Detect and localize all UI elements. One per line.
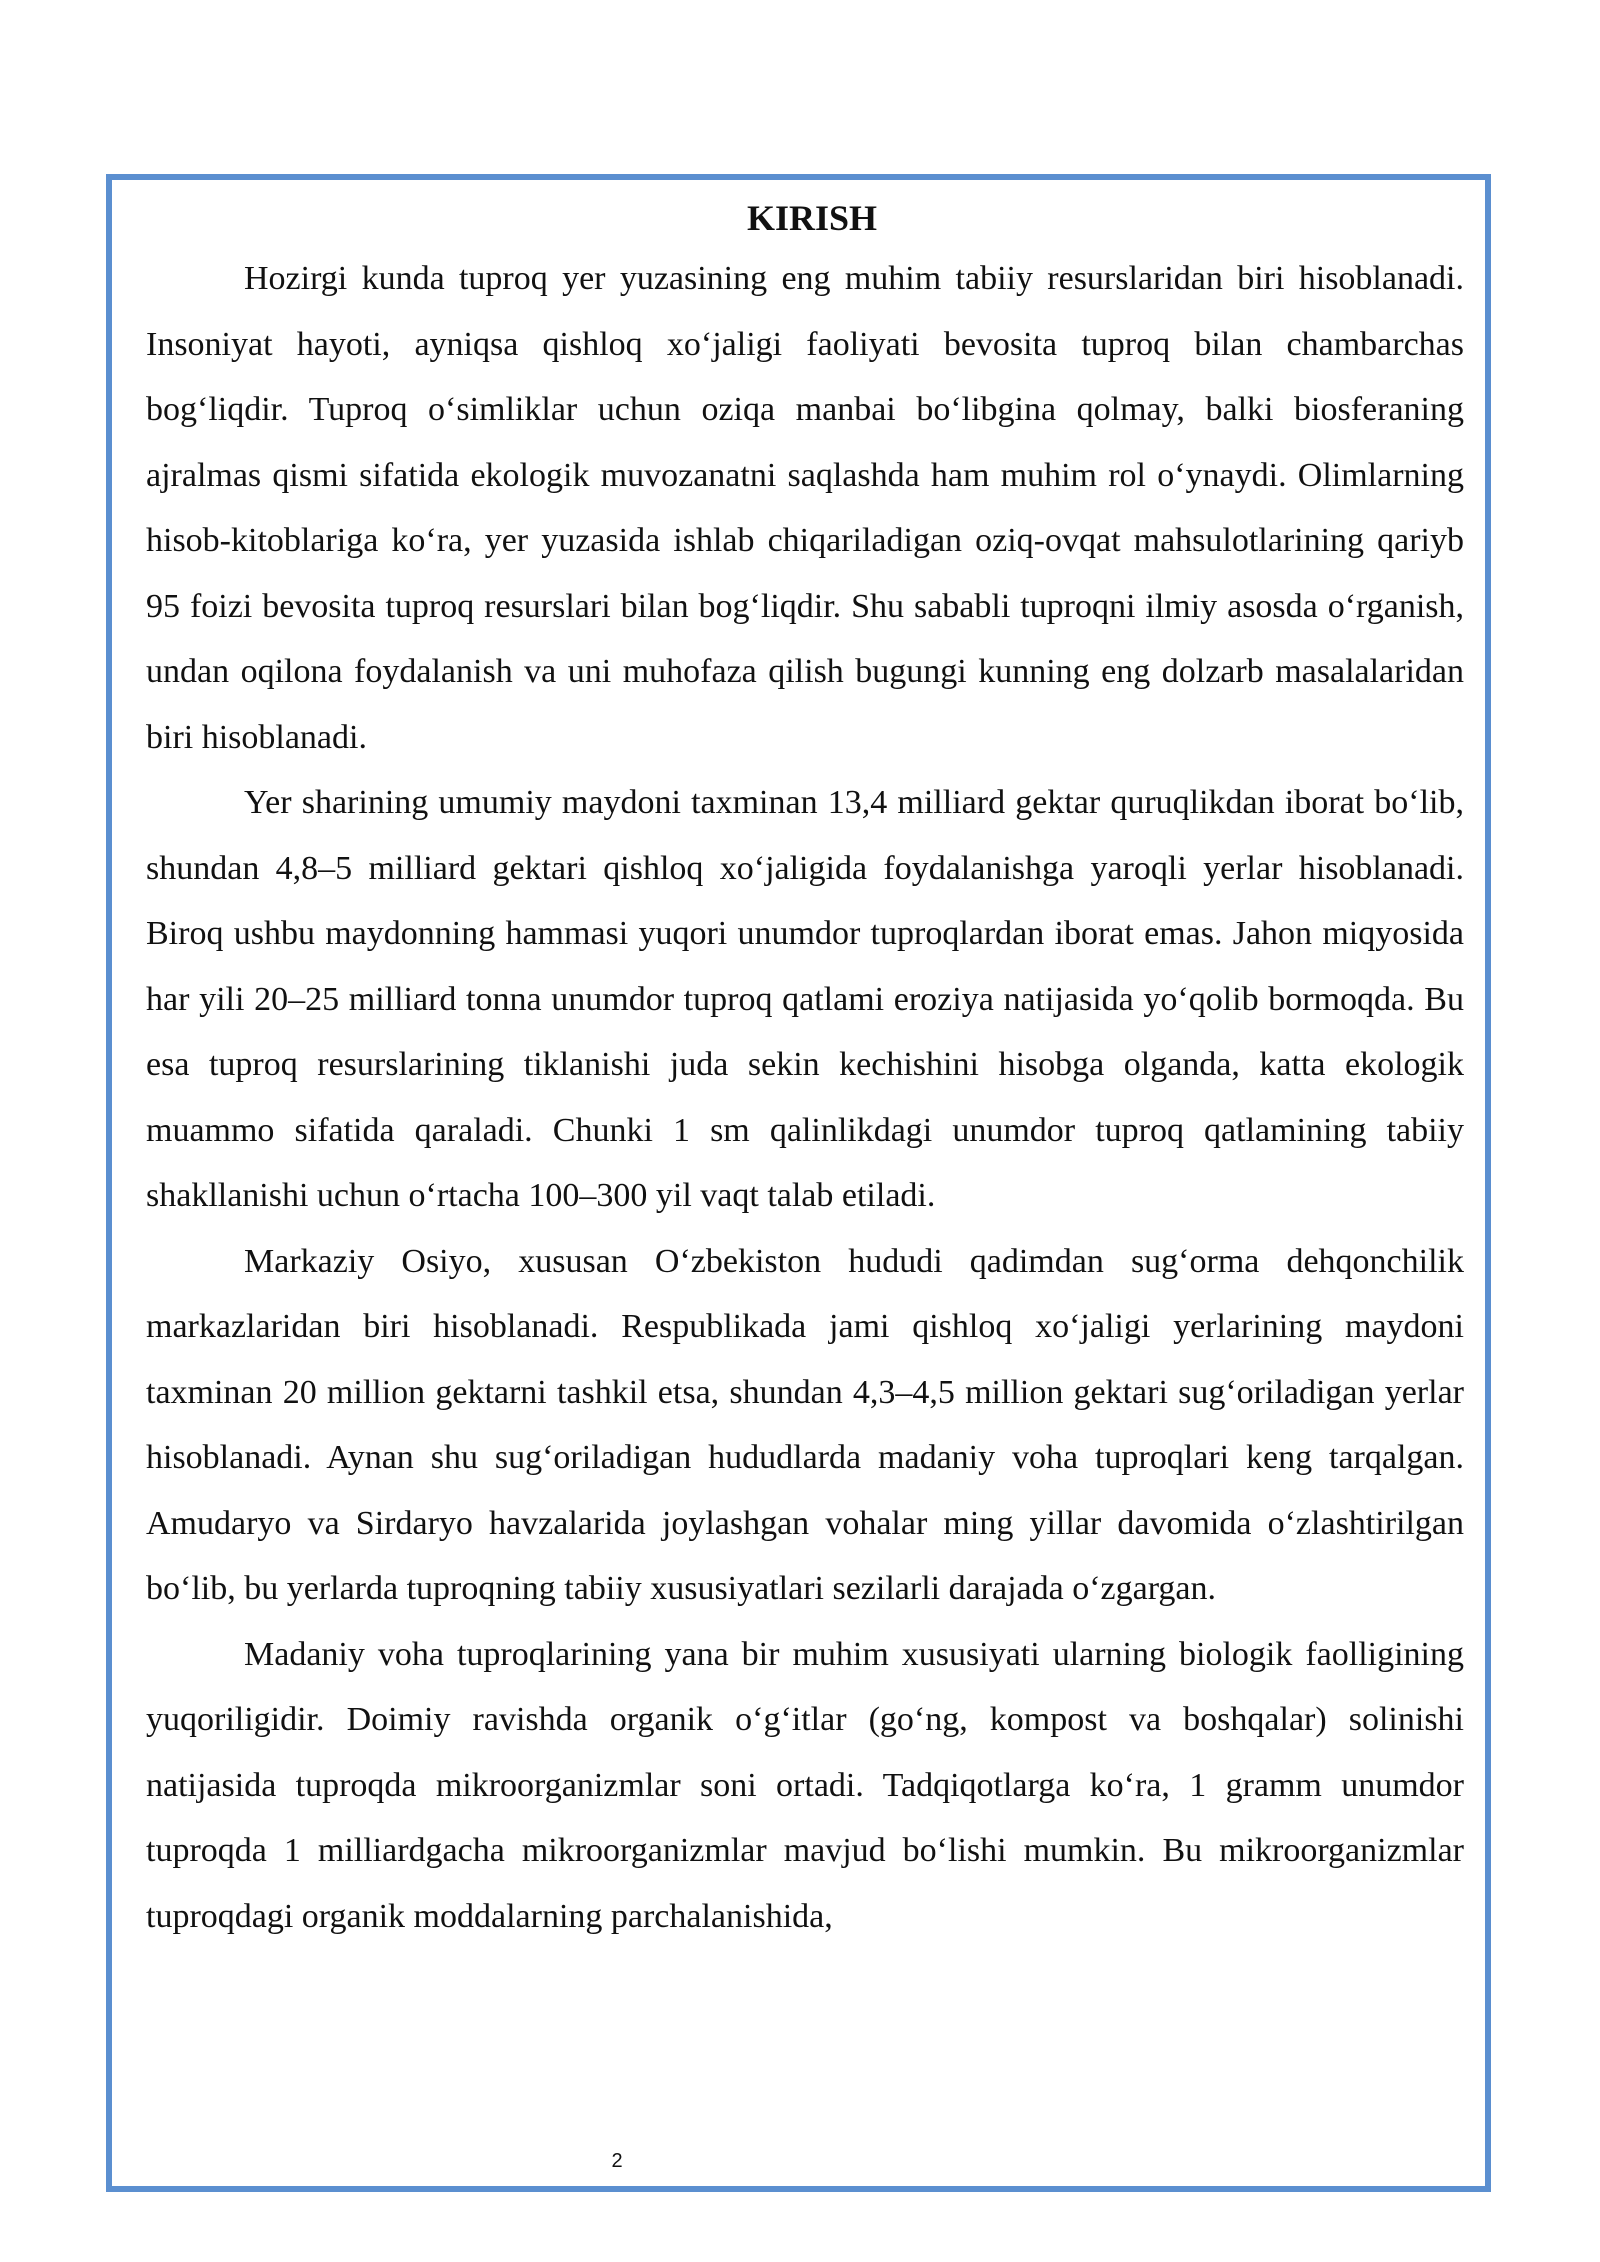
paragraph-4: Madaniy voha tuproqlarining yana bir muhim xususiyati ularning biologik faolligining yuqoriligidir. Doimiy ravishda organik o‘g‘itlar (go‘ng, kompost va boshqalar) solinishi natijasida tuproqda mikroorganizmlar soni ortadi. Tadqiqotlarga ko‘ra, 1 gramm unumdor tuproqda 1 milliardgacha mikroorganizmlar mavjud bo‘lishi mumkin. Bu mikroorganizmlar tuproqdagi organik moddalarning parchalanishida, bbox=[146, 1635, 1464, 1935]
page-number: 2 bbox=[611, 2150, 623, 2172]
paragraph-3: Markaziy Osiyo, xususan O‘zbekiston hududi qadimdan sug‘orma dehqonchilik markazlaridan biri hisoblanadi. Respublikada jami qishloq xo‘jaligi yerlarining maydoni taxminan 20 million gektarni tashkil etsa, shundan 4,3–4,5 million gektari sug‘oriladigan yerlar hisoblanadi. Aynan shu sug‘oriladigan hududlarda madaniy voha tuproqlari keng tarqalgan. Amudaryo va Sirdaryo havzalarida joylashgan vohalar ming yillar davomida o‘zlashtirilgan bo‘lib, bu yerlarda tuproqning tabiiy xususiyatlari sezilarli darajada o‘zgargan. bbox=[146, 1242, 1464, 1607]
paragraph-2: Yer sharining umumiy maydoni taxminan 13,4 milliard gektar quruqlikdan iborat bo‘lib, shundan 4,8–5 milliard gektari qishloq xo‘jaligida foydalanishga yaroqli yerlar hisoblanadi. Biroq ushbu maydonning hammasi yuqori unumdor tuproqlardan iborat emas. Jahon miqyosida har yili 20–25 milliard tonna unumdor tuproq qatlami eroziya natijasida yo‘qolib bormoqda. Bu esa tuproq resurslarining tiklanishi juda sekin kechishini hisobga olganda, katta ekologik muammo sifatida qaraladi. Chunki 1 sm qalinlikdagi unumdor tuproq qatlamining tabiiy shakllanishi uchun o‘rtacha 100–300 yil vaqt talab etiladi. bbox=[146, 784, 1464, 1214]
section-title: KIRISH bbox=[746, 198, 878, 238]
document-body bbox=[146, 190, 1464, 1949]
paragraph-1: Hozirgi kunda tuproq yer yuzasining eng muhim tabiiy resurslaridan biri hisoblanadi. Insoniyat hayoti, ayniqsa qishloq xo‘jaligi faoliyati bevosita tuproq bilan chambarchas bog‘liqdir. Tuproq o‘simliklar uchun oziqa manbai bo‘libgina qolmay, balki biosferaning ajralmas qismi sifatida ekologik muvozanatni saqlashda ham muhim rol o‘ynaydi. Olimlarning hisob-kitoblariga ko‘ra, yer yuzasida ishlab chiqariladigan oziq-ovqat mahsulotlarining qariyb 95 foizi bevosita tuproq resurslari bilan bog‘liqdir. Shu sababli tuproqni ilmiy asosda o‘rganish, undan oqilona foydalanish va uni muhofaza qilish bugungi kunning eng dolzarb masalalaridan biri hisoblanadi. bbox=[146, 260, 1464, 756]
